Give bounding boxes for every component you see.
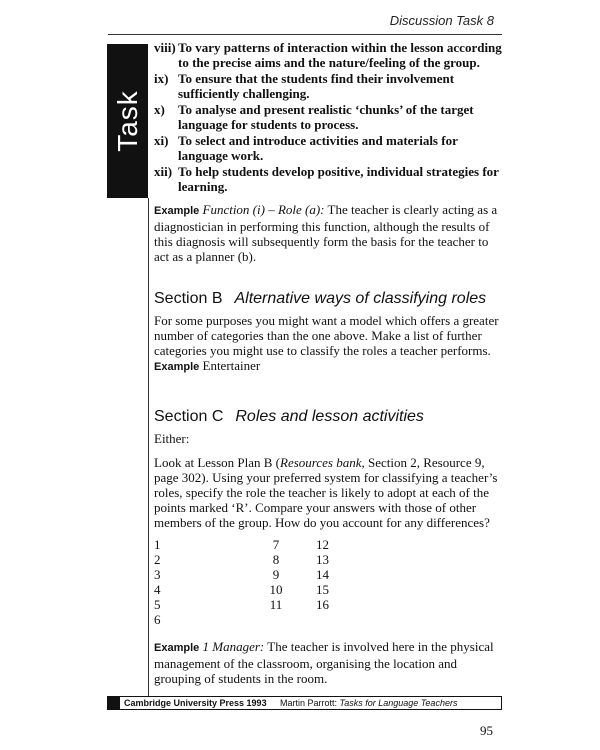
page-number: 95	[480, 723, 493, 738]
list-item-number: ix)	[154, 71, 169, 86]
number-item: 7	[272, 537, 280, 552]
example-text: The teacher is clearly acting as a diagnostician in performing this function, although the results of this diagnosis will subsequently form the basis for the teacher to act as a planner (b).	[154, 202, 498, 264]
objectives-list	[154, 40, 504, 194]
footer-book-title: Tasks for Language Teachers	[339, 698, 458, 708]
footer-author: Martin Parrott:	[280, 698, 338, 708]
side-tab-label: Task	[111, 90, 143, 152]
body-italic: Resources bank,	[280, 455, 365, 470]
section-c-heading	[154, 409, 504, 424]
running-header: Discussion Task 8	[389, 13, 494, 28]
list-item-text: To vary patterns of interaction within the lesson according to the precise aims and the nature/feeling of the group.	[178, 40, 502, 70]
number-item: 8	[272, 552, 280, 567]
footer-marker	[108, 697, 120, 709]
example-label: Example	[154, 205, 200, 217]
margin-rule	[148, 198, 149, 702]
list-item-text: To ensure that the students find their involvement sufficiently challenging.	[178, 71, 455, 101]
section-name: Section C	[154, 408, 224, 425]
example-text: Entertainer	[202, 358, 261, 373]
number-item: 3	[154, 567, 161, 582]
list-item-number: xii)	[154, 164, 173, 179]
page-content	[154, 40, 504, 686]
number-item: 9	[272, 567, 280, 582]
example-text: The teacher is involved here in the physical management of the classroom, organising the location and grouping of students in the room.	[154, 639, 494, 686]
list-item	[154, 102, 504, 132]
section-title: Alternative ways of classifying roles	[234, 290, 487, 307]
section-b-text: For some purposes you might want a model which offers a greater number of categories than the one above. Make a list of further categories you might use to classify the roles a teacher performs.	[154, 313, 499, 358]
list-item	[154, 133, 504, 163]
number-item: 4	[154, 582, 161, 597]
number-item: 5	[154, 597, 161, 612]
example-reference: 1 Manager:	[202, 639, 265, 654]
number-item: 12	[316, 537, 329, 552]
section-b-heading	[154, 291, 504, 306]
number-item: 10	[269, 582, 283, 597]
number-item: 6	[154, 612, 161, 627]
list-item	[154, 71, 504, 101]
section-name: Section B	[154, 290, 223, 307]
number-item: 13	[316, 552, 329, 567]
example-label: Example	[154, 642, 200, 654]
list-item	[154, 164, 504, 194]
example-function	[154, 202, 504, 264]
answer-numbers	[154, 537, 504, 627]
numbers-column-2	[236, 537, 316, 627]
numbers-column-1	[154, 537, 236, 627]
side-tab	[107, 44, 148, 198]
number-item: 14	[316, 567, 329, 582]
number-item: 11	[269, 597, 283, 612]
number-item: 16	[316, 597, 329, 612]
section-c-either: Either:	[154, 431, 190, 446]
section-b-body	[154, 313, 504, 358]
example-reference: Function (i) – Role (a):	[202, 202, 325, 217]
numbers-column-3	[316, 537, 376, 627]
section-c-example	[154, 639, 504, 686]
list-item-text: To select and introduce activities and materials for language work.	[178, 133, 458, 163]
list-item-text: To help students develop positive, individual strategies for learning.	[178, 164, 499, 194]
list-item-number: x)	[154, 102, 165, 117]
body-text: Look at Lesson Plan B (	[154, 455, 281, 470]
section-b-example	[154, 358, 504, 375]
list-item-number: xi)	[154, 133, 169, 148]
header-rule	[108, 34, 502, 35]
footer-citation	[280, 697, 457, 709]
footer-copyright: Cambridge University Press 1993	[124, 698, 267, 708]
number-item: 15	[316, 582, 329, 597]
number-item: 2	[154, 552, 161, 567]
footer-bar	[107, 696, 502, 710]
list-item-number: viii)	[154, 40, 176, 55]
number-item: 1	[154, 537, 161, 552]
list-item-text: To analyse and present realistic ‘chunks’ of the target language for students to process.	[178, 102, 474, 132]
section-c-body	[154, 455, 504, 530]
list-item	[154, 40, 504, 70]
section-title: Roles and lesson activities	[235, 408, 424, 425]
example-label: Example	[154, 361, 200, 373]
body-text: Section 2, Resource 9, page 302). Using your preferred system for classifying a teacher’s roles, specify the role the teacher is likely to adopt at each of the points marked ‘R’. Compare your answers with those of other members of the group. How do you account for any differences?	[154, 455, 498, 530]
